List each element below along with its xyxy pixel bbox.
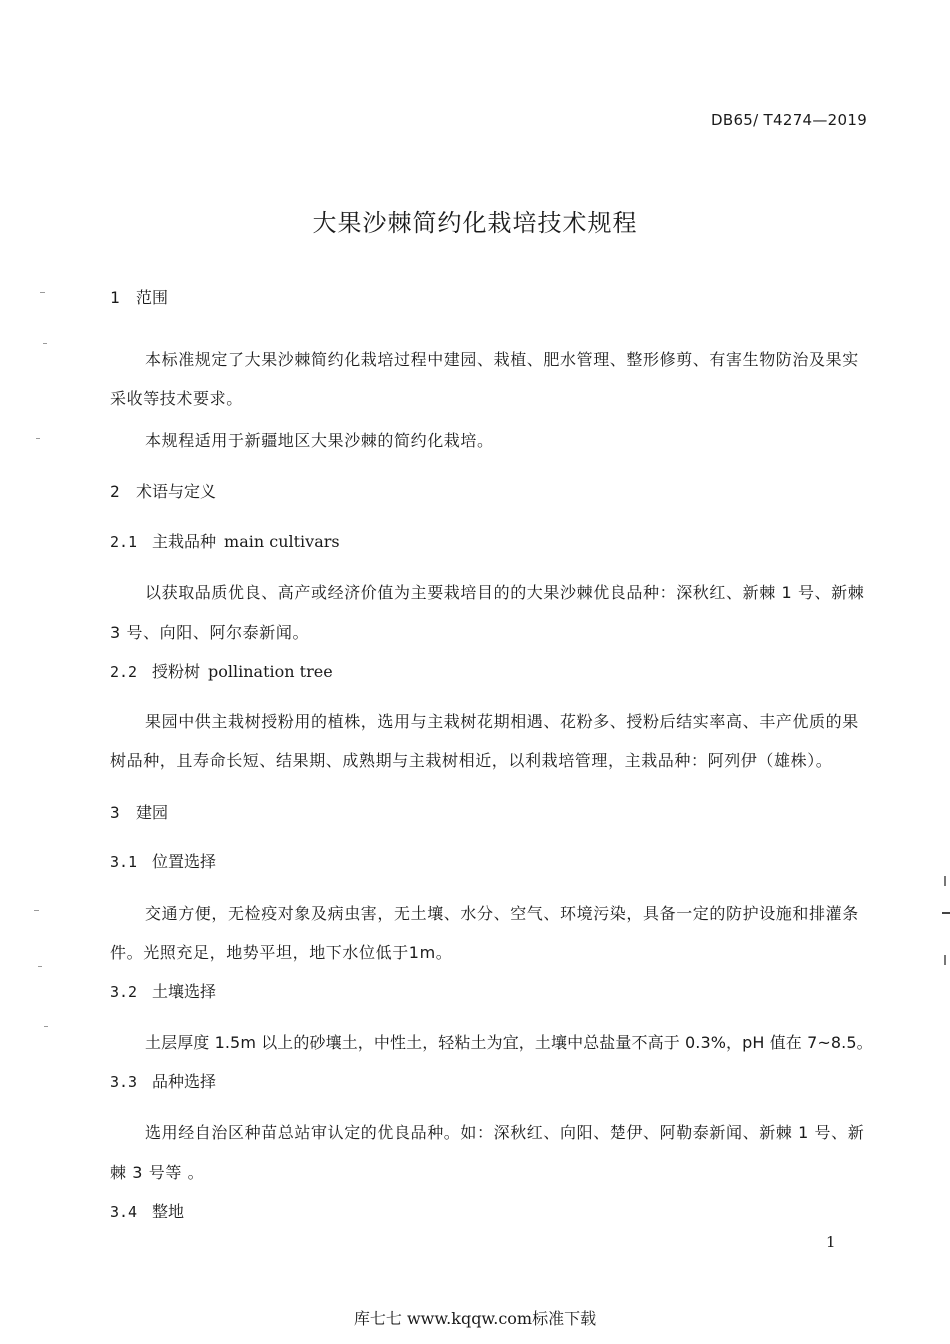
scan-edge-mark [944, 876, 946, 886]
scan-speck [36, 438, 40, 439]
scan-edge-mark [944, 955, 946, 965]
section-number: 2 [110, 482, 120, 501]
paragraph-line: 采收等技术要求。 [110, 389, 243, 408]
subsection-heading-2-2 [110, 659, 333, 682]
paragraph-line: 树品种，且寿命长短、结果期、成熟期与主栽树相近，以利栽培管理，主栽品种：阿列伊（雄株）。 [110, 751, 833, 770]
section-heading-3 [110, 800, 168, 823]
subsection-title: 品种选择 [152, 1072, 217, 1091]
subsection-number: 2.2 [110, 663, 138, 681]
section-title: 范围 [136, 288, 169, 307]
scan-edge-mark [942, 912, 950, 914]
paragraph-line: 3 号、向阳、阿尔泰新闻。 [110, 623, 310, 642]
subsection-number: 3.4 [110, 1203, 138, 1221]
paragraph-line: 土层厚度 1.5m 以上的砂壤土，中性土，轻粘土为宜，土壤中总盐量不高于 0.3%，pH 值在 7~8.5。 [145, 1033, 873, 1052]
paragraph-line: 件。光照充足，地势平坦，地下水位低于1m。 [110, 943, 453, 962]
subsection-heading-3-3 [110, 1069, 216, 1092]
subsection-heading-2-1 [110, 529, 340, 552]
subsection-title: 土壤选择 [152, 982, 217, 1001]
subsection-title: 位置选择 [152, 852, 217, 871]
paragraph-line: 果园中供主栽树授粉用的植株，选用与主栽树花期相遇、花粉多、授粉后结实率高、丰产优质的果 [145, 712, 859, 731]
scan-speck [40, 292, 45, 293]
subsection-english-title: pollination tree [208, 662, 333, 681]
subsection-heading-3-2 [110, 979, 216, 1002]
section-title: 术语与定义 [136, 482, 217, 501]
scan-speck [34, 910, 39, 911]
subsection-english-title: main cultivars [224, 532, 340, 551]
subsection-number: 3.2 [110, 983, 138, 1001]
subsection-title: 授粉树 [152, 662, 201, 681]
section-number: 3 [110, 803, 120, 822]
footer-text: 库七七 www.kqqw.com标准下载 [353, 1309, 597, 1328]
section-number: 1 [110, 288, 120, 307]
page-number: 1 [826, 1233, 836, 1251]
section-heading-2 [110, 479, 216, 502]
subsection-number: 2.1 [110, 533, 138, 551]
paragraph-line: 以获取品质优良、高产或经济价值为主要栽培目的的大果沙棘优良品种：深秋红、新棘 1 号、新棘 [145, 583, 865, 602]
paragraph-line: 交通方便，无检疫对象及病虫害，无土壤、水分、空气、环境污染，具备一定的防护设施和排灌条 [145, 904, 859, 923]
subsection-number: 3.3 [110, 1073, 138, 1091]
section-heading-1 [110, 285, 168, 308]
paragraph-line: 本标准规定了大果沙棘简约化栽培过程中建园、栽植、肥水管理、整形修剪、有害生物防治及果实 [145, 350, 859, 369]
document-title: 大果沙棘简约化栽培技术规程 [312, 209, 638, 237]
paragraph-line: 本规程适用于新疆地区大果沙棘的简约化栽培。 [145, 431, 494, 450]
scan-speck [44, 1026, 48, 1027]
subsection-heading-3-1 [110, 849, 216, 872]
scan-speck [38, 966, 42, 967]
subsection-number: 3.1 [110, 853, 138, 871]
scan-speck [43, 343, 47, 344]
section-title: 建园 [136, 803, 169, 822]
document-code: DB65/ T4274—2019 [711, 111, 868, 129]
paragraph-line: 选用经自治区种苗总站审认定的优良品种。如：深秋红、向阳、楚伊、阿勒泰新闻、新棘 1 号、新 [145, 1123, 865, 1142]
paragraph-line: 棘 3 号等 。 [110, 1163, 205, 1182]
subsection-heading-3-4 [110, 1199, 184, 1222]
subsection-title: 主栽品种 [152, 532, 217, 551]
subsection-title: 整地 [152, 1202, 185, 1221]
